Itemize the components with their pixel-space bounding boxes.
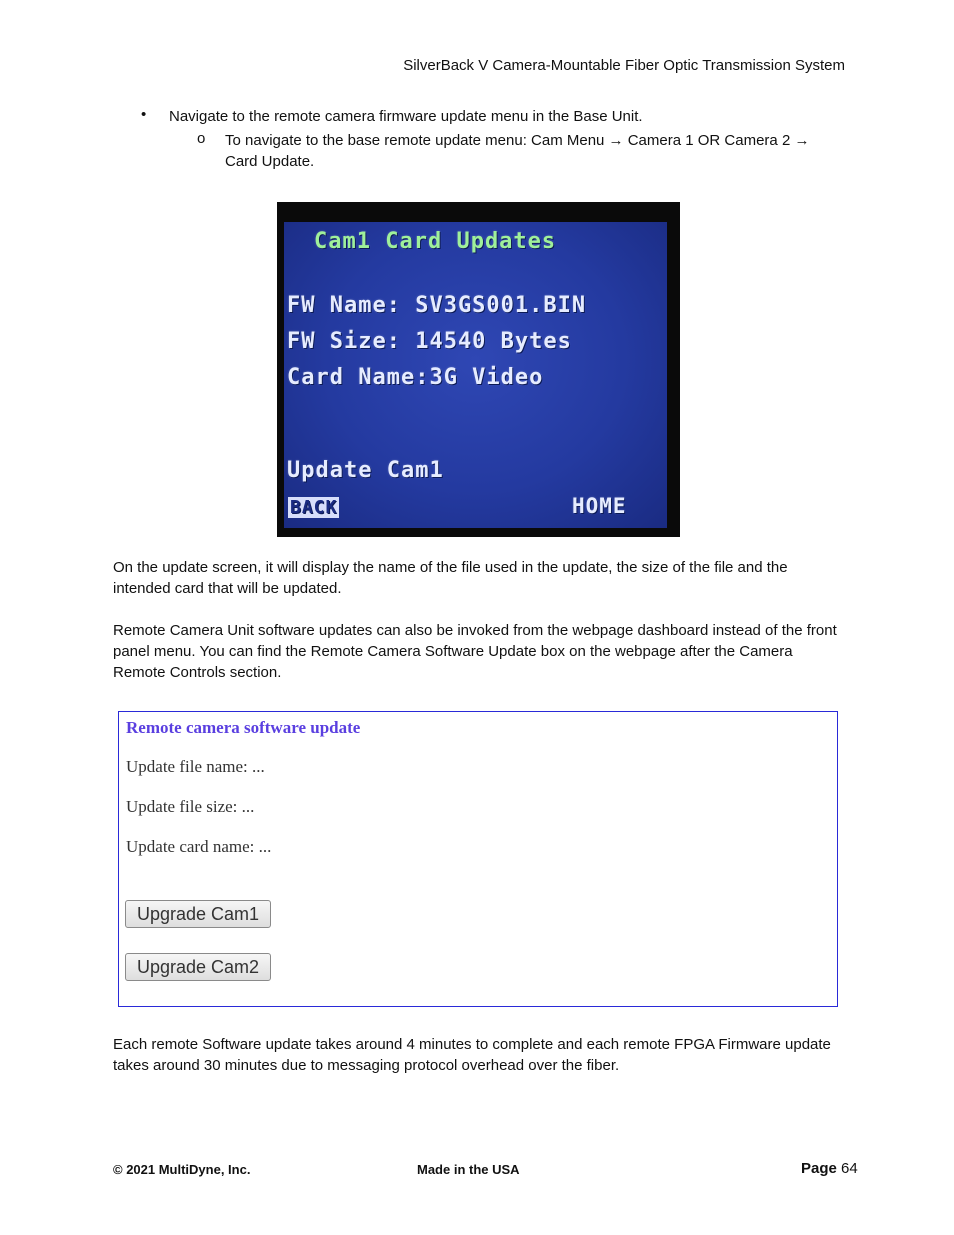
lcd-display — [284, 222, 667, 528]
update-file-size: Update file size: ... — [126, 797, 255, 816]
paragraph-webpage-updates: Remote Camera Unit software updates can also be invoked from the webpage dashboard instead of the front panel menu. You can find the Remote Camera Software Update box on the webpage after the Camera Remote Controls section. — [113, 622, 837, 681]
sub-bullet-text: To navigate to the base remote update menu: Cam Menu → Camera 1 OR Camera 2 → Card Update. — [225, 132, 810, 170]
update-file-name: Update file name: ... — [126, 757, 265, 776]
footer-page — [801, 1160, 858, 1177]
update-card-name: Update card name: ... — [126, 837, 272, 856]
paragraph-update-screen: On the update screen, it will display the name of the file used in the update, the size of the file and the intended card that will be updated. — [113, 559, 788, 597]
update-box-title: Remote camera software update — [126, 718, 361, 737]
page-label: Page — [801, 1160, 837, 1177]
lcd-fw-name: FW Name: SV3GS001.BIN — [287, 293, 587, 318]
lcd-card-name: Card Name:3G Video — [287, 365, 544, 390]
lcd-home-label: HOME — [572, 494, 627, 518]
page-header-title: SilverBack V Camera-Mountable Fiber Optic Transmission System — [403, 57, 845, 74]
paragraph-update-duration: Each remote Software update takes around 4 minutes to complete and each remote FPGA Firmware update takes around 30 minutes due to messaging protocol overhead over the fiber. — [113, 1036, 831, 1074]
bullet-marker: • — [141, 106, 147, 123]
footer-copyright: © 2021 MultiDyne, Inc. — [113, 1162, 251, 1177]
upgrade-cam2-button[interactable]: Upgrade Cam2 — [125, 953, 271, 981]
lcd-photo — [277, 202, 680, 537]
remote-software-update-box — [118, 711, 838, 1007]
sub-bullet-marker: o — [197, 130, 206, 147]
upgrade-cam1-button[interactable]: Upgrade Cam1 — [125, 900, 271, 928]
page-number: 64 — [841, 1160, 858, 1177]
bullet-main-text: Navigate to the remote camera firmware update menu in the Base Unit. — [169, 108, 643, 125]
lcd-fw-size: FW Size: 14540 Bytes — [287, 329, 572, 354]
lcd-back-label: BACK — [290, 497, 338, 518]
footer-made-in: Made in the USA — [417, 1162, 520, 1177]
lcd-update-cam: Update Cam1 — [287, 458, 444, 483]
lcd-title: Cam1 Card Updates — [314, 229, 557, 254]
